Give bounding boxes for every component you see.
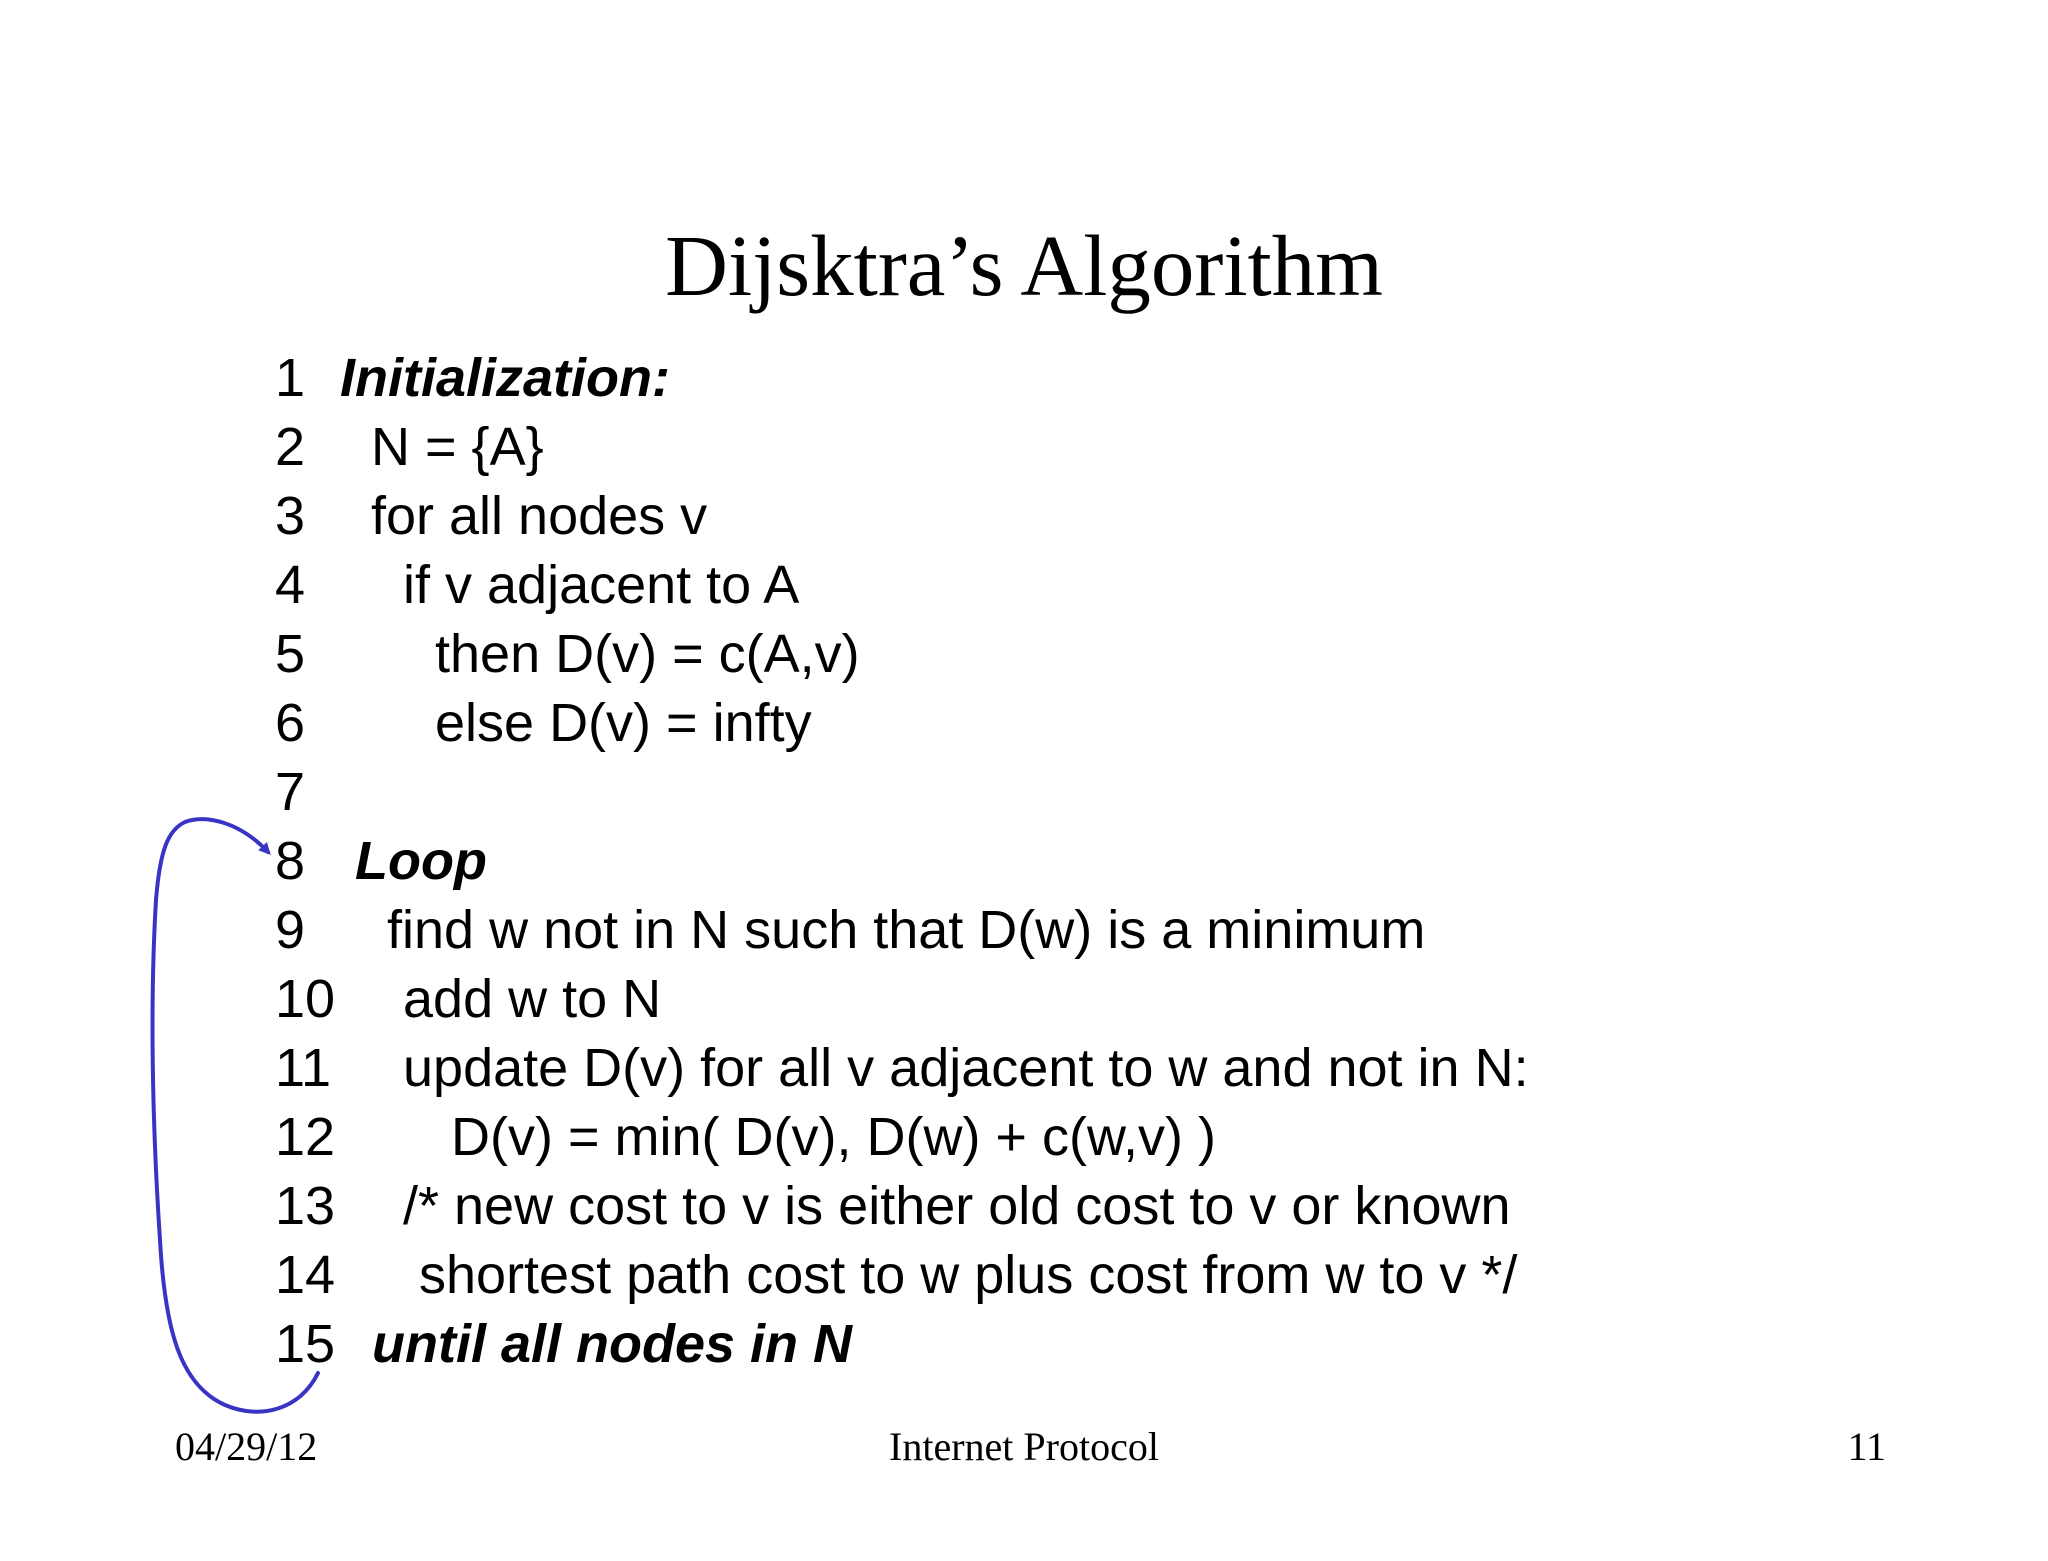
line-text: until all nodes in N — [372, 1314, 853, 1374]
slide-title: Dijsktra’s Algorithm — [665, 217, 1383, 314]
line-number: 5 — [275, 624, 306, 684]
line-text: add w to N — [403, 969, 662, 1029]
line-text: if v adjacent to A — [403, 555, 800, 615]
footer-date: 04/29/12 — [175, 1424, 318, 1469]
code-line-4 — [275, 554, 800, 616]
code-line-14 — [275, 1244, 1518, 1306]
code-line-7 — [275, 761, 365, 823]
code-line-15 — [275, 1313, 853, 1375]
line-text: /* new cost to v is either old cost to v or known — [403, 1176, 1511, 1236]
line-text: else D(v) = infty — [435, 693, 812, 753]
line-number: 6 — [275, 693, 306, 753]
footer-title: Internet Protocol — [889, 1424, 1159, 1469]
code-line-3 — [275, 485, 708, 547]
line-text: for all nodes v — [371, 486, 708, 546]
code-line-2 — [275, 416, 544, 478]
line-number: 9 — [275, 900, 306, 960]
line-text: update D(v) for all v adjacent to w and not in N: — [403, 1038, 1529, 1098]
line-number: 8 — [275, 831, 306, 891]
line-text: find w not in N such that D(w) is a minimum — [387, 900, 1426, 960]
code-line-13 — [275, 1175, 1511, 1237]
code-line-9 — [275, 899, 1426, 961]
code-line-8 — [275, 830, 487, 892]
line-text: D(v) = min( D(v), D(w) + c(w,v) ) — [451, 1107, 1216, 1167]
line-number: 14 — [275, 1245, 336, 1305]
line-number: 13 — [275, 1176, 336, 1236]
code-line-5 — [275, 623, 860, 685]
code-line-6 — [275, 692, 812, 754]
code-line-11 — [275, 1037, 1529, 1099]
code-line-10 — [275, 968, 662, 1030]
line-text: Loop — [355, 831, 487, 891]
code-line-1 — [275, 347, 670, 409]
line-number: 12 — [275, 1107, 336, 1167]
line-text: shortest path cost to w plus cost from w to v */ — [419, 1245, 1518, 1305]
line-number: 11 — [275, 1038, 332, 1098]
line-number: 4 — [275, 555, 306, 615]
code-line-12 — [275, 1106, 1216, 1168]
line-number: 7 — [275, 762, 306, 822]
line-number: 1 — [275, 348, 306, 408]
line-text: Initialization: — [340, 348, 670, 408]
line-number: 10 — [275, 969, 336, 1029]
line-number: 2 — [275, 417, 306, 477]
line-text: N = {A} — [371, 417, 544, 477]
line-number: 3 — [275, 486, 306, 546]
line-number: 15 — [275, 1314, 336, 1374]
page-number: 11 — [1847, 1424, 1886, 1469]
line-text: then D(v) = c(A,v) — [435, 624, 860, 684]
